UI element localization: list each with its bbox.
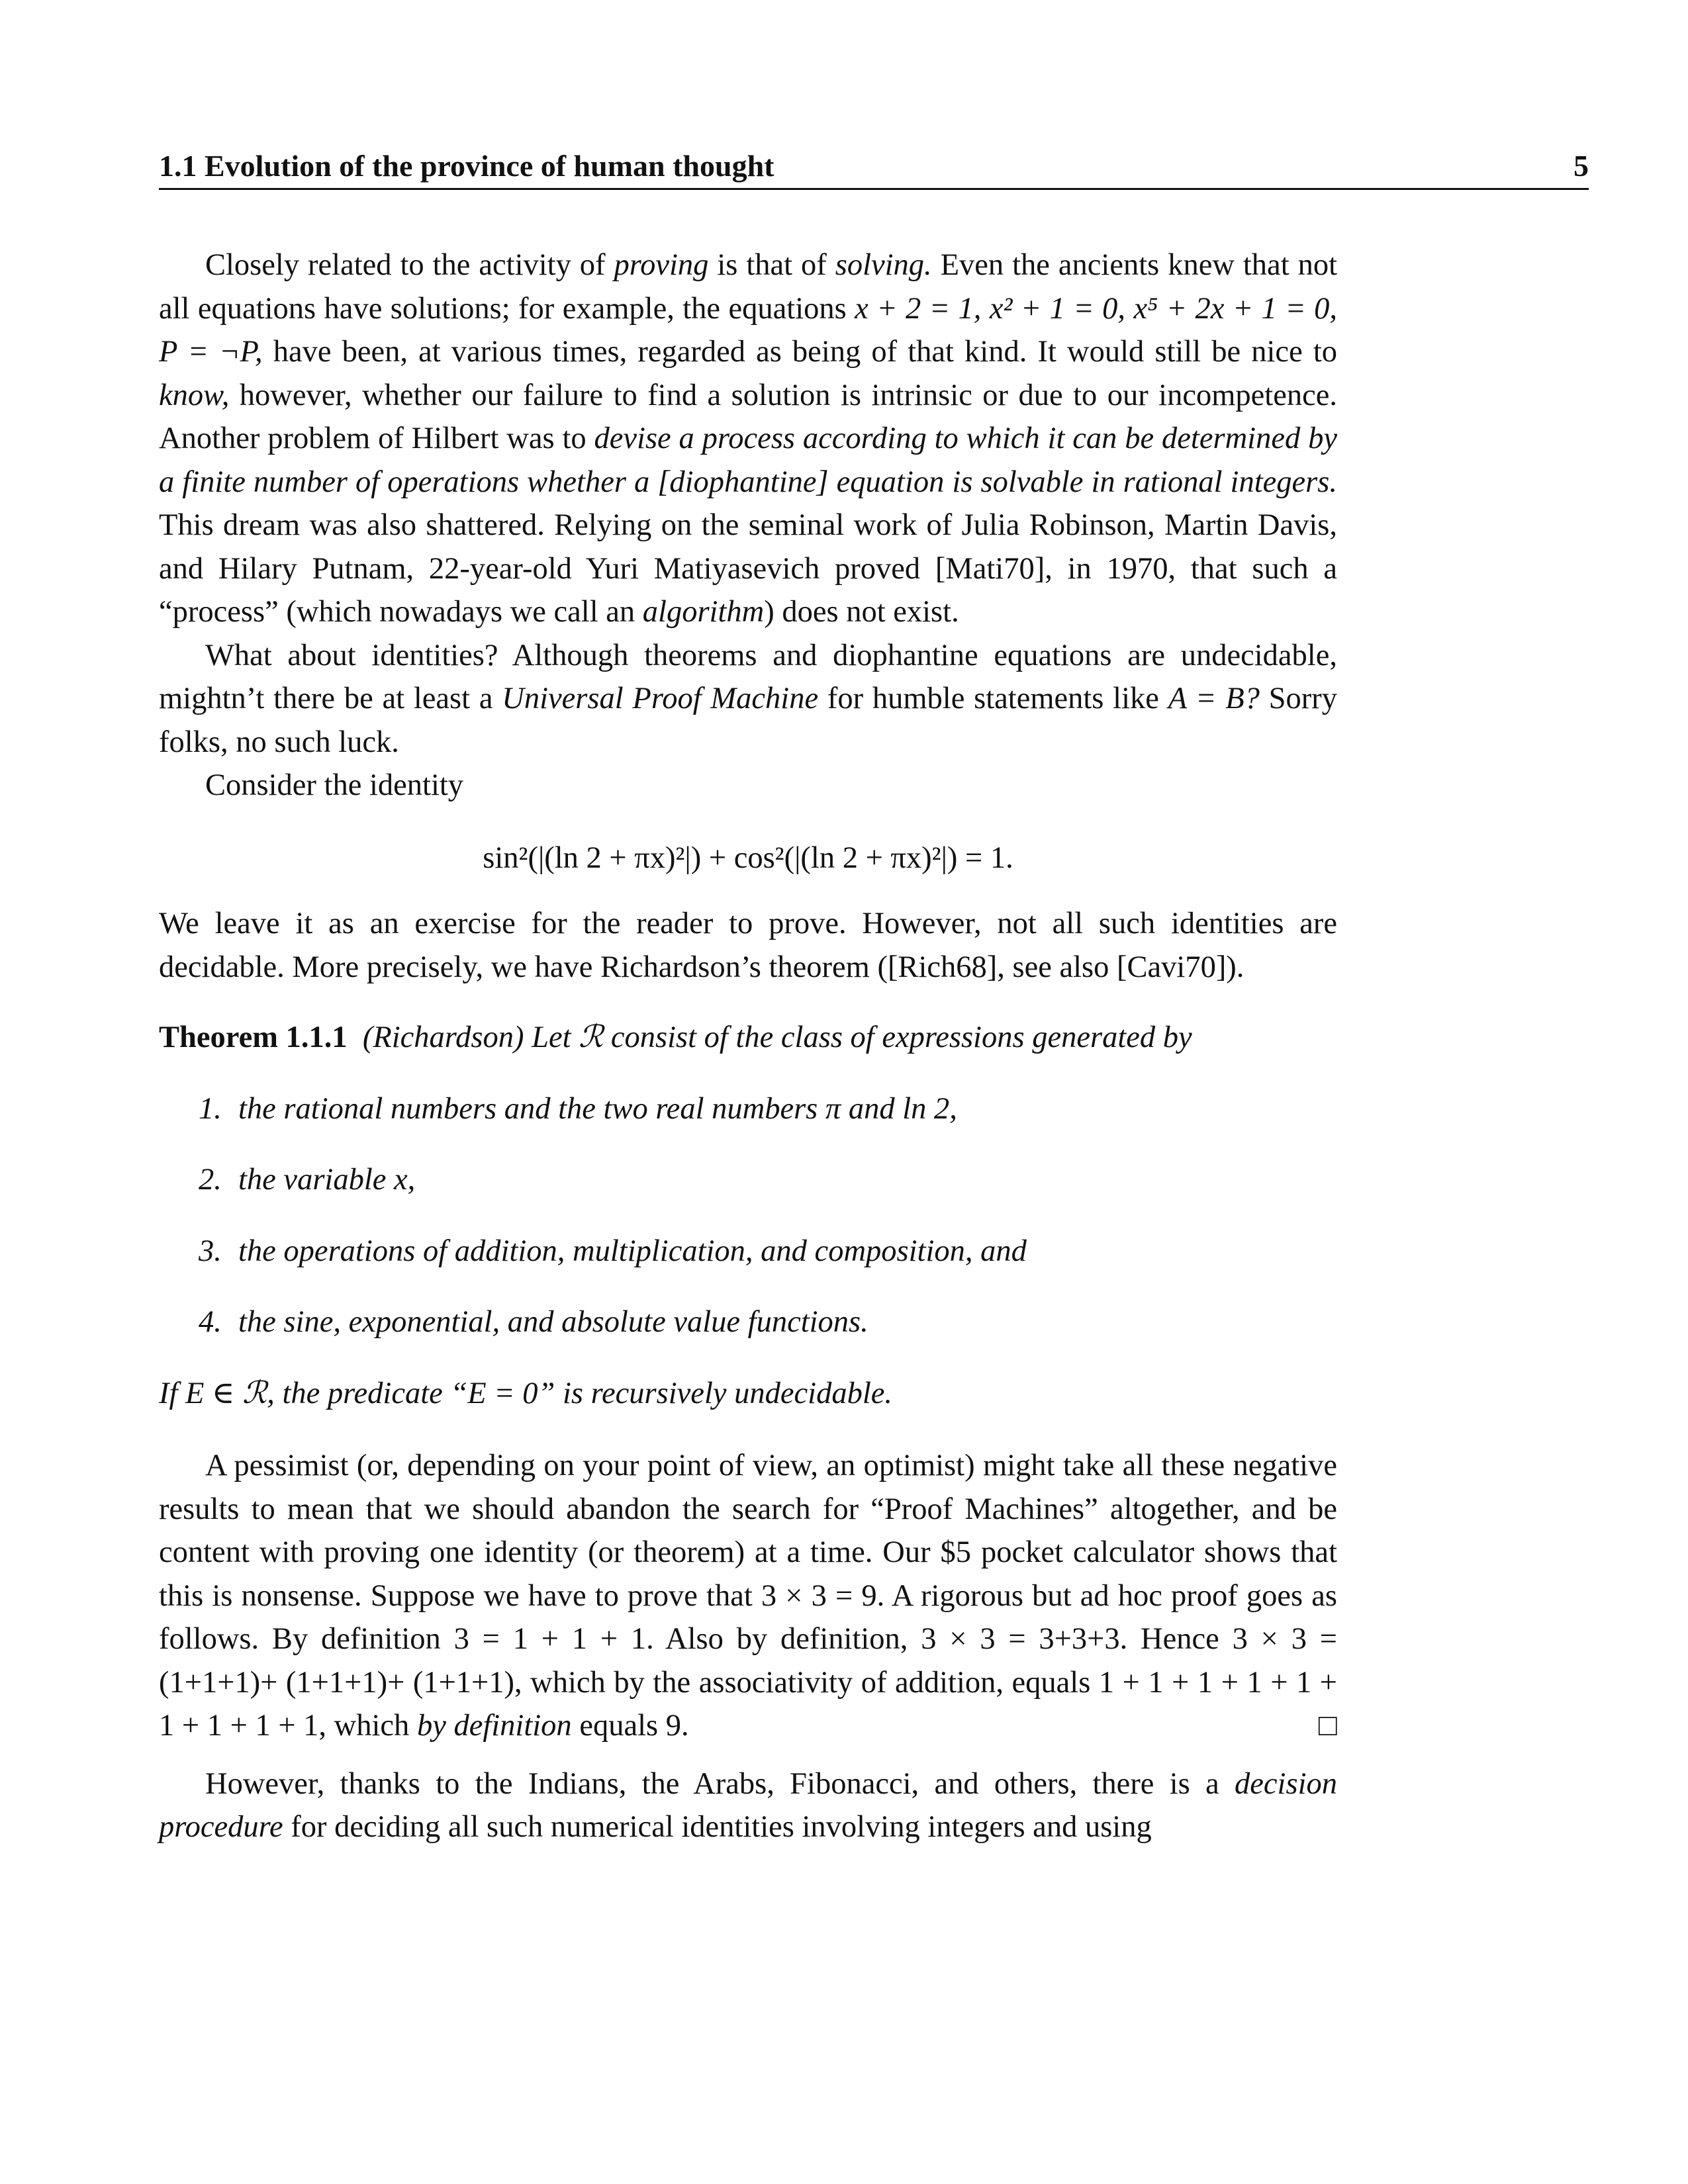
text-run: ) does not exist.	[764, 595, 959, 629]
emphasis-solving: solving.	[835, 248, 932, 282]
text-run: equals 9.	[571, 1709, 689, 1743]
emphasis-decision-procedure: decision procedure	[159, 1766, 1337, 1844]
section-title: 1.1 Evolution of the province of human thought	[159, 149, 774, 183]
paragraph-decision-procedure	[159, 1762, 1337, 1849]
paragraph-identities	[159, 634, 1337, 764]
theorem-item	[159, 1300, 1337, 1344]
paragraph-exercise: We leave it as an exercise for the reader to prove. However, not all such identities are decidable. More precisely, we have Richardson’s theorem ([Rich68], see also [Cavi70]).	[159, 907, 1337, 984]
equation-inline: P = ¬P,	[159, 335, 263, 369]
equation-inline: x + 2 = 1,	[855, 291, 982, 326]
text-run: What about identities? Although theorems and diophantine equations are undecidable, mightn’t there be at least a	[159, 638, 1337, 715]
item-text: the rational numbers and the two real numbers π and ln 2,	[238, 1091, 957, 1126]
text-run: however, whether our failure to find a solution is intrinsic or due to our incompetence. Another problem of Hilbert was to	[159, 378, 1337, 455]
equation-inline: x⁵ + 2x + 1 = 0,	[1133, 291, 1338, 326]
theorem-statement	[159, 1015, 1337, 1060]
qed-square-icon: □	[1318, 1709, 1337, 1743]
page-number: 5	[1573, 149, 1589, 183]
paragraph-consider: Consider the identity	[205, 768, 464, 802]
display-equation: sin²(|(ln 2 + πx)²|) + cos²(|(ln 2 + πx)²|) = 1.	[483, 841, 1013, 875]
paragraph-pessimist	[159, 1444, 1337, 1748]
item-number: 3.	[199, 1234, 222, 1268]
set-symbol: ℛ	[579, 1019, 604, 1054]
page-body	[159, 244, 1337, 1849]
text-run: Sorry folks, no such luck.	[159, 682, 1337, 759]
item-number: 2.	[199, 1163, 222, 1197]
theorem-label: Theorem 1.1.1	[159, 1021, 348, 1054]
text-run: However, thanks to the Indians, the Arabs, Fibonacci, and others, there is a	[205, 1766, 1235, 1801]
item-text: the operations of addition, multiplication, and composition, and	[238, 1234, 1027, 1268]
emphasis-know: know,	[159, 378, 230, 412]
theorem-item	[159, 1087, 1337, 1131]
theorem-item	[159, 1230, 1337, 1273]
item-number: 4.	[199, 1305, 222, 1339]
hilbert-quote: devise a process according to which it can be determined by a finite number of operations whether a [diophantine] equation is solvable in rational integers.	[159, 422, 1337, 499]
emphasis-universal-proof-machine: Universal Proof Machine	[502, 682, 819, 715]
emphasis-by-definition: by definition	[416, 1709, 572, 1743]
running-header	[159, 147, 1589, 190]
text-run: Closely related to the activity of	[205, 248, 614, 282]
theorem-intro-rest: consist of the class of expressions generated by	[603, 1021, 1192, 1054]
equation-inline: x² + 1 = 0,	[989, 291, 1126, 326]
item-text: the variable x,	[238, 1163, 416, 1197]
theorem-intro: (Richardson) Let	[362, 1021, 579, 1054]
text-run: A pessimist (or, depending on your point of view, an optimist) might take all these negative results to mean that we should abandon the search for “Proof Machines” altogether, and be content with proving one identity (or theorem) at a time. Our $5 pocket calculator shows that this is nonsense. Suppose we have to prove that 3 × 3 = 9. A rigorous but ad hoc proof goes as follows. By definition 3 = 1 + 1 + 1. Also by definition, 3 × 3 = 3+3+3. Hence 3 × 3 = (1+1+1)+ (1+1+1)+ (1+1+1), which by the associativity of addition, equals 1 + 1 + 1 + 1 + 1 + 1 + 1 + 1 + 1, which	[159, 1449, 1337, 1743]
equation-inline: A = B?	[1168, 682, 1260, 715]
emphasis-algorithm: algorithm	[642, 595, 765, 629]
item-number: 1.	[199, 1091, 222, 1126]
emphasis-proving: proving	[614, 248, 709, 282]
theorem-item	[159, 1158, 1337, 1202]
theorem-conclusion: If E ∈ ℛ, the predicate “E = 0” is recursively undecidable.	[159, 1376, 893, 1410]
text-run: for deciding all such numerical identities involving integers and using	[283, 1810, 1152, 1844]
paragraph-solving	[159, 244, 1337, 634]
text-run: Even the ancients knew that not all equations have solutions; for example, the equations	[159, 248, 1337, 326]
text-run: is that of	[708, 248, 835, 282]
text-run: have been, at various times, regarded as being of that kind. It would still be nice to	[262, 335, 1337, 369]
text-run: for humble statements like	[818, 682, 1168, 715]
text-run: This dream was also shattered. Relying on the seminal work of Julia Robinson, Martin Davis, and Hilary Putnam, 22-year-old Yuri Matiyasevich proved [Mati70], in 1970, that such a “process” (which nowadays we call an	[159, 508, 1337, 629]
item-text: the sine, exponential, and absolute value functions.	[238, 1305, 868, 1339]
